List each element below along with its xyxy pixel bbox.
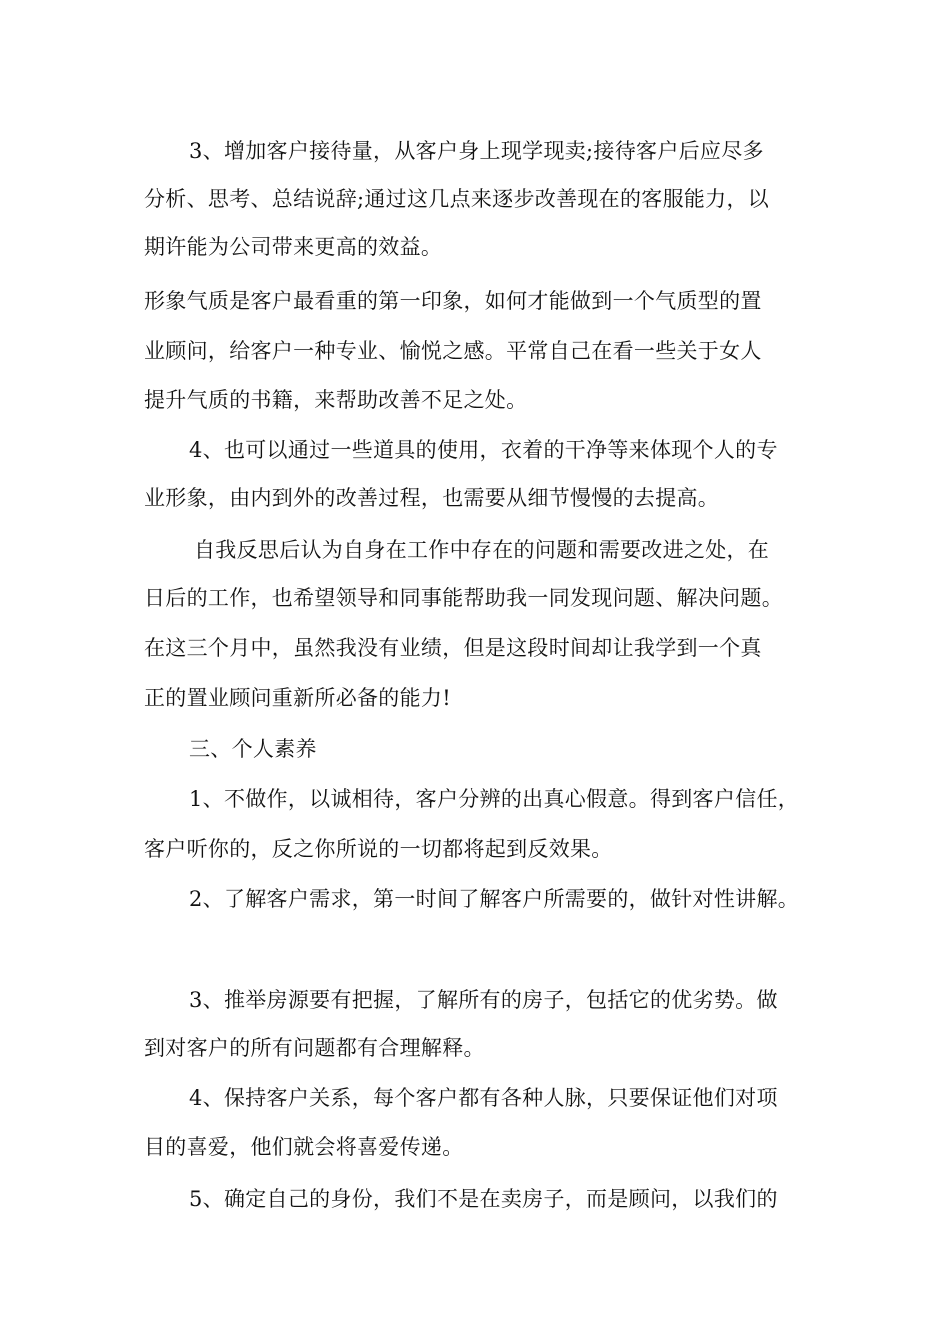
text-line: 客户听你的，反之你所说的一切都将起到反效果。 bbox=[144, 837, 613, 861]
text-line: 3、推举房源要有把握，了解所有的房子，包括它的优劣势。做 bbox=[189, 988, 778, 1012]
text-line: 5、确定自己的身份，我们不是在卖房子，而是顾问，以我们的 bbox=[189, 1187, 778, 1211]
text-line: 3、增加客户接待量，从客户身上现学现卖;接待客户后应尽多 bbox=[189, 139, 764, 163]
text-line: 4、保持客户关系，每个客户都有各种人脉，只要保证他们对项 bbox=[189, 1086, 778, 1110]
text-line: 目的喜爱，他们就会将喜爱传递。 bbox=[144, 1135, 464, 1159]
text-line: 1、不做作，以诚相待，客户分辨的出真心假意。得到客户信任， bbox=[189, 787, 800, 811]
text-line: 业顾问，给客户一种专业、愉悦之感。平常自己在看一些关于女人 bbox=[144, 339, 762, 363]
text-line: 分析、思考、总结说辞;通过这几点来逐步改善现在的客服能力，以 bbox=[144, 187, 770, 211]
text-line: 4、也可以通过一些道具的使用，衣着的干净等来体现个人的专 bbox=[189, 438, 778, 462]
text-line: 到对客户的所有问题都有合理解释。 bbox=[144, 1036, 485, 1060]
text-line: 业形象，由内到外的改善过程，也需要从细节慢慢的去提高。 bbox=[144, 486, 720, 510]
text-line: 自我反思后认为自身在工作中存在的问题和需要改进之处，在 bbox=[194, 538, 770, 562]
text-line: 提升气质的书籍，来帮助改善不足之处。 bbox=[144, 388, 528, 412]
text-line: 在这三个月中，虽然我没有业绩，但是这段时间却让我学到一个真 bbox=[144, 636, 762, 660]
text-line: 期许能为公司带来更高的效益。 bbox=[144, 235, 443, 259]
text-line: 2、了解客户需求，第一时间了解客户所需要的，做针对性讲解。 bbox=[189, 887, 800, 911]
text-line: 正的置业顾问重新所必备的能力! bbox=[144, 686, 451, 710]
text-line: 形象气质是客户最看重的第一印象，如何才能做到一个气质型的置 bbox=[144, 289, 762, 313]
text-line: 日后的工作，也希望领导和同事能帮助我一同发现问题、解决问题。 bbox=[144, 586, 783, 610]
section-heading: 三、个人素养 bbox=[189, 737, 317, 761]
